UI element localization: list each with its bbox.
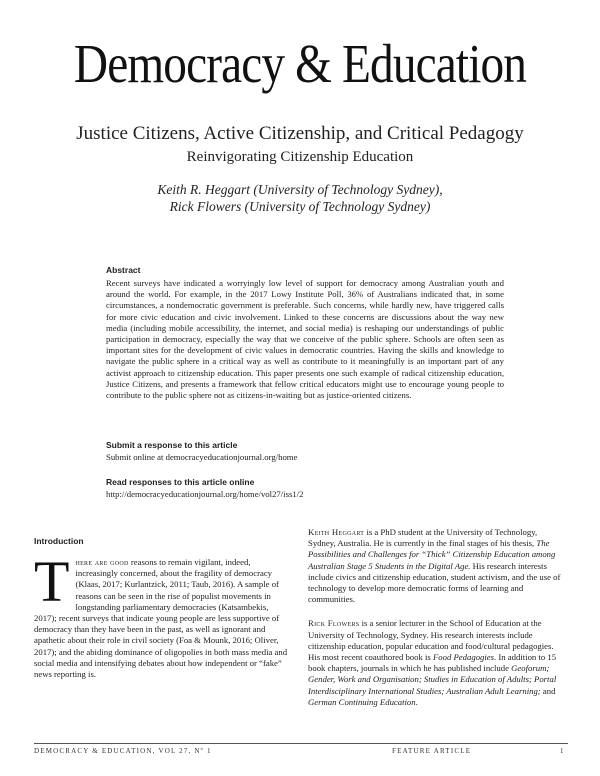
submit-link[interactable]: Submit online at democracyeducationjournal.org/home: [106, 452, 298, 462]
bio-text: and: [540, 685, 556, 696]
article-subtitle: Reinvigorating Citizenship Education: [186, 149, 414, 165]
abstract-text: Recent surveys have indicated a worryingly low level of support for democracy among Australian youth and around the world. For example, in the 2017 Lowy Institute Poll, 36% of Australians indicated that, in some circumstances, a nondemocratic government is preferable. Such concerns, while hardly new, have triggered calls for more civic education and civic involvement. Linked to these concerns are discussions about the way new media (including mobile accessibility, the internet, and social media) is reshaping our understandings of public participation in democracy, especially the way that we conceive of the public sphere. Schools are often seen as important sites for the development of civic values in democratic countries. Having the skills and knowledge to navigate the public sphere in a critical way as well as contribute to it meaningfully is an important part of any activist approach to citizenship education. This paper presents one such example of radical citizenship education, Justice Citizens, and presents a framework that fellow critical educators might use to encourage young people to contribute to the public sphere not as citizens-in-waiting but as justice-oriented citizens.: [106, 278, 504, 401]
author-1: Keith R. Heggart (University of Technology Sydney),: [157, 182, 443, 197]
read-section: [106, 477, 504, 500]
footer-journal: DEMOCRACY & EDUCATION, VOL 27, Nº 1: [34, 747, 212, 755]
page-number: 1: [560, 747, 564, 755]
book-title: Food Pedagogies: [432, 652, 495, 663]
footer-rule: [34, 743, 568, 744]
footer-section-label: FEATURE ARTICLE: [392, 747, 472, 755]
introduction-heading: Introduction: [34, 536, 84, 546]
bio-name: Rick Flowers: [308, 618, 360, 629]
author-2: Rick Flowers (University of Technology Sydney): [169, 199, 431, 214]
read-heading: Read responses to this article online: [106, 477, 255, 487]
bio-text: . In addition to 15 book chapters, journals in which he has published include: [308, 652, 557, 674]
journal-masthead: Democracy & Education: [73, 33, 527, 94]
read-link[interactable]: http://democracyeducationjournal.org/home/vol27/iss1/2: [106, 489, 304, 499]
abstract-heading: Abstract: [106, 265, 141, 275]
author-list: [0, 181, 600, 215]
introduction-text: reasons to remain vigilant, indeed, increasingly concerned, about the fragility of democracy (Klaas, 2017; Kurlantzick, 2011; Taub, 2016). A sample of reasons can be seen in the rise of populist movements in longstanding parliamentary democracies (Katsambekis, 2017); recent surveys that indicate young people are less supportive of democracy than they have been in the past, as well as ignorant and apathetic about their role in civil society (Foa & Mounk, 2016; Oliver, 2017); and the abiding dominance of oligopolies in both mass media and social media and intensifying debates about how independent or “fake” news reporting is.: [34, 557, 288, 680]
drop-cap: T: [34, 549, 70, 614]
author-bios: [308, 527, 564, 721]
bio-text: is a PhD student at the University of Technology, Sydney, Australia. He is currently in the final stages of his thesis,: [308, 527, 538, 549]
journal-last: German Continuing Education: [308, 696, 416, 707]
bio-text: His research interests include civics and citizenship education, student activism, and the use of technology to develop more democratic forms of learning and communities.: [308, 560, 561, 605]
submit-heading: Submit a response to this article: [106, 440, 238, 450]
introduction-body: [34, 549, 288, 680]
bio-heggart: [308, 527, 564, 605]
journal-list: Geoforum; Gender, Work and Organisation; Studies in Education of Adults; Portal Interdisciplinary International Studies; Australian Adult Learning;: [308, 663, 557, 696]
lead-in: here are good: [75, 557, 129, 567]
bio-flowers: [308, 618, 564, 708]
article-title: Justice Citizens, Active Citizenship, and Critical Pedagogy: [76, 123, 524, 144]
thesis-title: The Possibilities and Challenges for “Thick” Citizenship Education among Australian Stage 5 Students in the Digital Age.: [308, 538, 556, 571]
submit-section: [106, 440, 504, 463]
introduction-paragraph: [34, 549, 288, 680]
bio-name: Keith Heggart: [308, 527, 365, 537]
bio-text: is a senior lecturer in the School of Education at the University of Technology, Sydney. His research interests include citizenship education, popular education and food/cultural pedagogies. His most recent coauthored book is: [308, 618, 554, 663]
bio-end: .: [415, 696, 418, 707]
abstract-section: [106, 265, 504, 401]
